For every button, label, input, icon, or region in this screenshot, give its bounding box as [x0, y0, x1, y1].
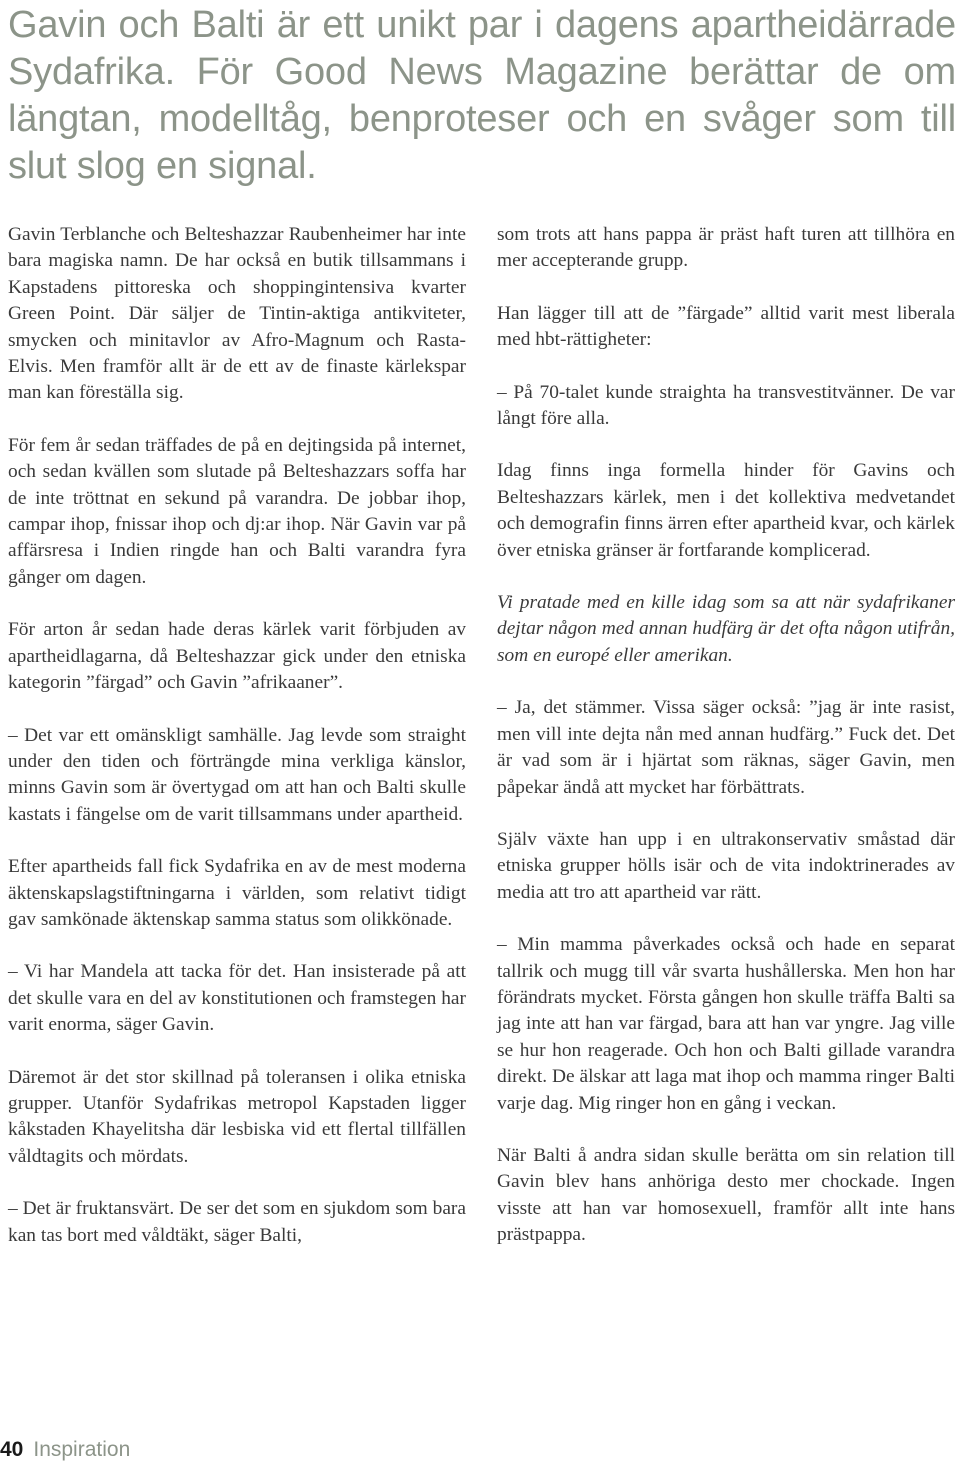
paragraph: Han lägger till att de ”färgade” alltid varit mest liberala med hbt-rättigheter: — [497, 302, 955, 351]
paragraph: Efter apartheids fall fick Sydafrika en av de mest moderna äktenskapslagstiftningarna i världen, som relativt tidigt gav samkönade äktenskap samma status som olikkönade. — [8, 856, 466, 930]
paragraph: Själv växte han upp i en ultrakonservativ småstad där etniska grupper hölls isär och de vita indoktrinerades av media att tro att apartheid var rätt. — [497, 828, 955, 903]
article-column-left — [8, 222, 466, 1275]
page-footer — [0, 1438, 130, 1468]
article-column-right — [497, 222, 955, 1275]
section-name: Inspiration — [33, 1438, 131, 1461]
paragraph: – Vi har Mandela att tacka för det. Han insisterade på att det skulle vara en del av konstitutionen och framstegen har varit enorma, säger Gavin. — [8, 961, 466, 1036]
paragraph: När Balti å andra sidan skulle berätta om sin relation till Gavin blev hans anhöriga desto mer chockade. Ingen visste att han var homosexuell, framför allt inte hans prästpappa. — [497, 1144, 955, 1246]
paragraph: – På 70-talet kunde straighta ha transvestitvänner. De var långt före alla. — [497, 381, 955, 430]
page-number: 40 — [0, 1438, 24, 1461]
paragraph: – Det är fruktansvärt. De ser det som en sjukdom som bara kan tas bort med våldtäkt, säger Balti, — [8, 1198, 466, 1246]
paragraph: Gavin Terblanche och Belteshazzar Raubenheimer har inte bara magiska namn. De har också en butik tillsammans i Kapstadens pittoreska och shoppingintensiva kvarter Green Point. Där säljer de Tintin-aktiga antikviteter, smycken och minitavlor av Afro-Magnum och Rasta-Elvis. Men framför allt är de ett av de finaste kärlekspar man kan föreställa sig. — [8, 224, 466, 404]
intro-lead: Gavin och Balti är ett unikt par i dagens apartheidärrade Sydafrika. För Good News Magazine berättar de om längtan, modelltåg, benproteser och en svåger som till slut slog en signal. — [8, 4, 956, 187]
paragraph: Däremot är det stor skillnad på toleransen i olika etniska grupper. Utanför Sydafrikas metropol Kapstaden ligger kåkstaden Khayelitsha där lesbiska vid ett flertal tillfällen våldtagits och mördats. — [8, 1066, 466, 1167]
paragraph: För fem år sedan träffades de på en dejtingsida på internet, och sedan kvällen som slutade på Belteshazzars soffa har de inte tröttnat en sekund på varandra. De jobbar ihop, campar ihop, fnissar ihop och dj:ar ihop. När Gavin var på affärsresa i Indien ringde han och Balti varandra fyra gånger om dagen. — [8, 434, 466, 588]
paragraph: – Det var ett omänskligt samhälle. Jag levde som straight under den tiden och förträngde mina verkliga känslor, minns Gavin som är övertygad om att han och Balti skulle kastats i fängelse om de varit tillsammans under apartheid. — [8, 724, 466, 825]
paragraph: – Ja, det stämmer. Vissa säger också: ”jag är inte rasist, men vill inte dejta nån med annan hudfärg.” Fuck det. Det är vad som är i hjärtat som räknas, säger Gavin, men påpekar ändå att mycket har förbättrats. — [497, 697, 955, 798]
paragraph: – Min mamma påverkades också och hade en separat tallrik och mugg till vår svarta hushållerska. Men hon har förändrats mycket. Första gången hon skulle träffa Balti sa jag inte att han var färgad, bara att han var yngre. Jag ville se hur hon reagerade. Och hon och Balti gillade varandra direkt. De älskar att laga mat ihop och mamma ringer Balti varje dag. Mig ringer hon en gång i veckan. — [497, 934, 955, 1114]
paragraph: som trots att hans pappa är präst haft turen att tillhöra en mer accepterande grupp. — [497, 224, 955, 272]
interviewer-question: Vi pratade med en kille idag som sa att när sydafrikaner dejtar någon med annan hudfärg är det ofta någon utifrån, som en europé eller amerikan. — [497, 592, 955, 666]
paragraph: Idag finns inga formella hinder för Gavins och Belteshazzars kärlek, men i det kollektiva medvetandet och demografin finns ärren efter apartheid kvar, och kärlek över etniska gränser är fortfarande komplicerad. — [497, 460, 955, 561]
paragraph: För arton år sedan hade deras kärlek varit förbjuden av apartheidlagarna, då Belteshazzar gick under den etniska kategorin ”färgad” och Gavin ”afrikaaner”. — [8, 619, 466, 694]
